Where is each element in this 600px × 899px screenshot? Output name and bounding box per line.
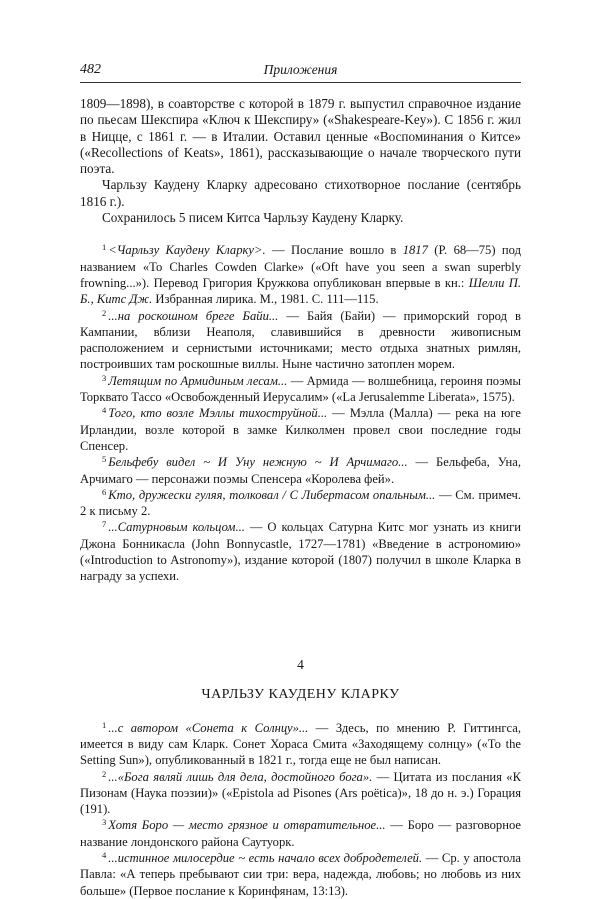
note-text: — Бельфеба, Уна, Арчимаго — персонажи поэмы Спенсера «Королева фей». bbox=[80, 455, 521, 486]
note-lemma: Кто, дружески гуляя, толковал / С Либертасом опальным... bbox=[108, 487, 436, 502]
page-number: 482 bbox=[80, 62, 101, 77]
book-page bbox=[80, 60, 521, 899]
note-text: — Армида — волшебница, героиня поэмы Торквато Тассо «Освобожденный Иерусалим» («La Jerusalemme Liberata», 1575). bbox=[80, 373, 521, 405]
notes-list bbox=[80, 720, 521, 899]
note-lemma: Хотя Боро — место грязное и отвратительное... bbox=[108, 818, 386, 833]
note-italic: 1817 bbox=[402, 243, 428, 258]
note-text: (P. 68—75) под названием «To Charles Cowden Clarke» («Oft have you seen a swan superbly frowning...»). Перевод Григория Кружкова опубликован впервые в кн.: bbox=[80, 243, 521, 290]
note-text: — Послание вошло в bbox=[265, 243, 403, 258]
note-text: — Мэлла (Малла) — река на юге Ирландии, возле которой в замке Килколмен провел свои последние годы Спенсер. bbox=[80, 406, 521, 453]
note-number: 1 bbox=[102, 242, 107, 253]
note-lemma: ...«Бога являй лишь для дела, достойного бога». bbox=[108, 769, 373, 784]
note-number: 4 bbox=[102, 405, 107, 416]
intro-paragraph: Чарльзу Каудену Кларку адресовано стихотворное послание (сентябрь 1816 г.). bbox=[80, 177, 521, 209]
note-item bbox=[80, 487, 521, 520]
note-item bbox=[80, 817, 521, 850]
note-text: — Ср. у апостола Павла: «А теперь пребывают сии три: вера, надежда, любовь; но любовь из них больше» (Первое послание к Коринфянам, 13:13). bbox=[80, 850, 521, 898]
section-number: 4 bbox=[297, 656, 304, 672]
running-title: Приложения bbox=[263, 62, 338, 77]
note-lemma: ...истинное милосердие ~ есть начало всех добродетелей. bbox=[108, 850, 423, 865]
note-lemma: ...на роскошном бреге Байи... bbox=[108, 308, 279, 323]
note-number: 4 bbox=[102, 849, 107, 860]
note-text: — Здесь, по мнению Р. Гиттингса, имеется в виду сам Кларк. Сонет Хораса Смита «Заходящему солнцу» («To the Setting Sun»), опубликованный в 1821 г., тогда еще не был написан. bbox=[80, 720, 521, 768]
running-head bbox=[80, 60, 521, 83]
note-number: 2 bbox=[102, 307, 107, 318]
note-item bbox=[80, 454, 521, 487]
section-title: ЧАРЛЬЗУ КАУДЕНУ КЛАРКУ bbox=[201, 686, 400, 702]
note-item bbox=[80, 405, 521, 454]
intro-text bbox=[80, 96, 521, 226]
note-number: 3 bbox=[102, 817, 107, 828]
note-lemma: <Чарльзу Каудену Кларку>. bbox=[108, 243, 266, 258]
note-item bbox=[80, 769, 521, 818]
note-text: — Боро — разговорное название лондонского района Саутуорк. bbox=[80, 818, 521, 849]
note-item bbox=[80, 308, 521, 373]
note-number: 1 bbox=[102, 719, 107, 730]
note-number: 2 bbox=[102, 768, 107, 779]
note-item bbox=[80, 519, 521, 584]
note-lemma: Летящим по Армидиным лесам... bbox=[108, 373, 288, 388]
note-item bbox=[80, 850, 521, 899]
note-number: 5 bbox=[102, 454, 107, 465]
note-lemma: Того, кто возле Мэллы тихоструйной... bbox=[108, 406, 328, 421]
intro-paragraph: Сохранилось 5 писем Китса Чарльзу Каудену Кларку. bbox=[102, 210, 404, 226]
note-text: — Байя (Байи) — приморский город в Кампании, вблизи Неаполя, славившийся в древности живописным расположением и сернистыми источниками; место отдыха знатных римлян, построивших там роскошные виллы. Ныне частично затоплен морем. bbox=[80, 308, 521, 372]
note-lemma: Бельфебу видел ~ И Уну нежную ~ И Арчимаго... bbox=[108, 455, 408, 470]
notes-list bbox=[80, 242, 521, 584]
note-italic: Шелли П. Б., Китс Дж. bbox=[80, 275, 521, 307]
note-number: 7 bbox=[102, 519, 107, 530]
note-lemma: ...Сатурновым кольцом... bbox=[108, 520, 245, 535]
note-text: — О кольцах Сатурна Китс мог узнать из книги Джона Бонникасла (John Bonnycastle, 1727—1781) «Введение в астрономию» («Introduction to Astronomy»), издание которой (1807) получил в школе Кларка в награду за успехи. bbox=[80, 520, 521, 584]
note-text: Избранная лирика. М., 1981. С. 111—115. bbox=[152, 292, 379, 307]
note-item bbox=[80, 373, 521, 406]
note-text: — См. примеч. 2 к письму 2. bbox=[80, 487, 521, 519]
intro-paragraph: 1809—1898), в соавторстве с которой в 1879 г. выпустил справочное издание по пьесам Шекспира «Ключ к Шекспиру» («Shakespeare-Key»). С 1856 г. жил в Ницце, с 1861 г. — в Италии. Оставил ценные «Воспоминания о Китсе» («Recollections of Keats», 1861), рассказывающие о начале творческого пути поэта. bbox=[80, 96, 521, 177]
note-lemma: ...с автором «Сонета к Солнцу»... bbox=[108, 720, 309, 735]
note-number: 3 bbox=[102, 372, 107, 383]
note-item bbox=[80, 242, 521, 307]
note-number: 6 bbox=[102, 486, 107, 497]
note-text: — Цитата из послания «К Пизонам (Наука поэзии)» («Epistola ad Pisones (Ars poëtica)», 18 до н. э.) Горация (191). bbox=[80, 769, 521, 817]
note-item bbox=[80, 720, 521, 769]
